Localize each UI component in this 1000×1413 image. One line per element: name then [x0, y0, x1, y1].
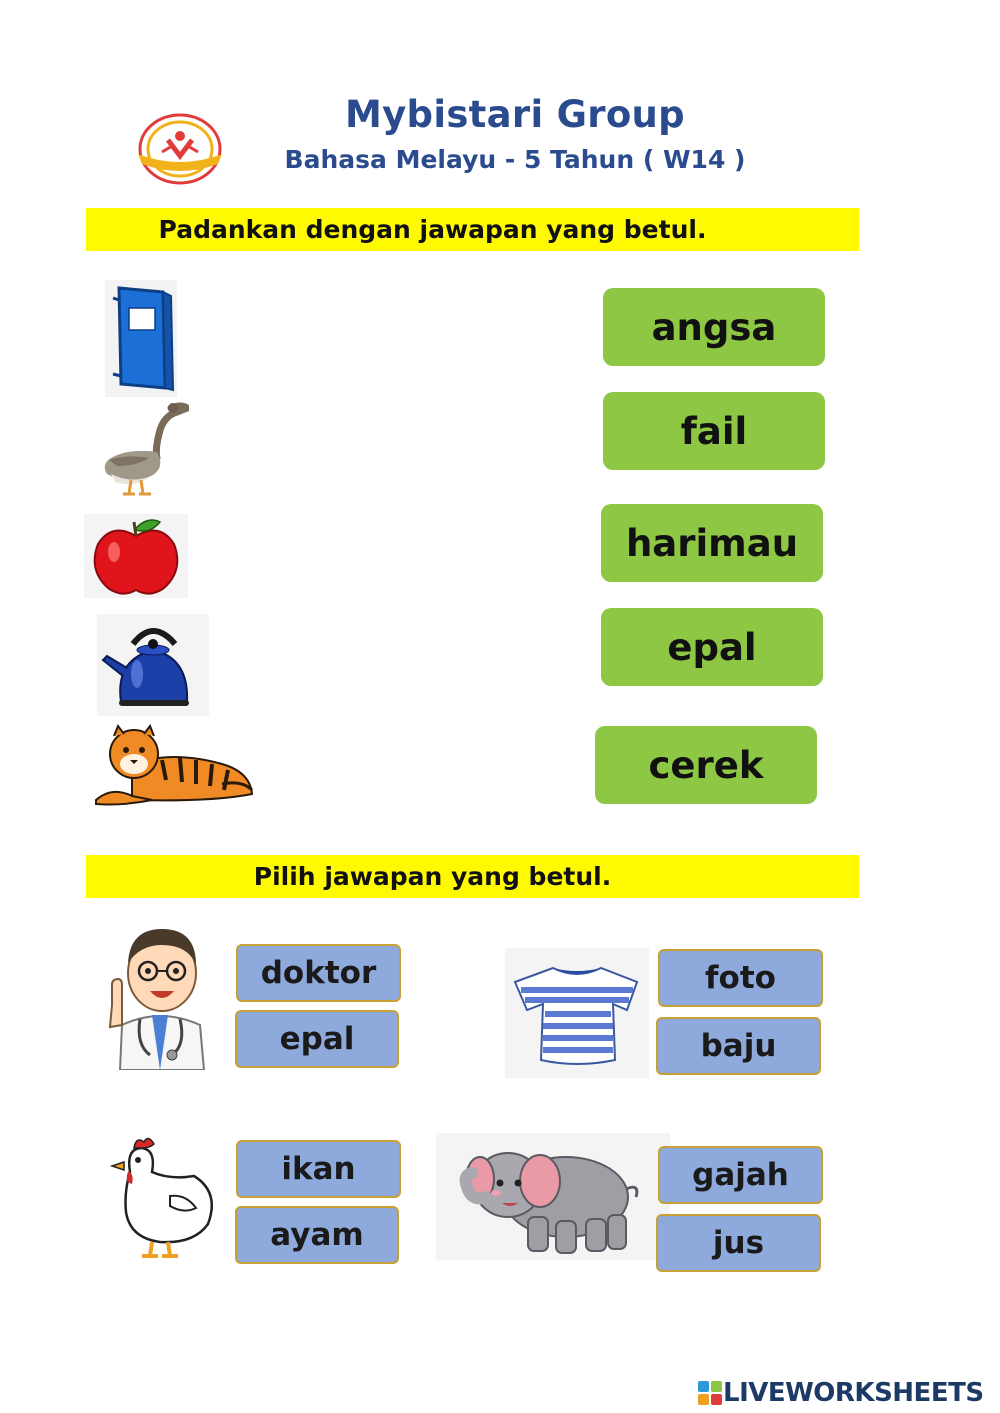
page-title: Mybistari Group — [345, 93, 685, 136]
mybistari-logo — [134, 110, 226, 188]
instruction-text: Pilih jawapan yang betul. — [253, 862, 612, 891]
option-epal[interactable]: epal — [235, 1010, 399, 1068]
option-doktor[interactable]: doktor — [236, 944, 401, 1002]
match-word-epal[interactable]: epal — [601, 608, 823, 686]
option-ikan[interactable]: ikan — [236, 1140, 401, 1198]
match-word-angsa[interactable]: angsa — [603, 288, 825, 366]
instruction-bar-choice — [86, 855, 859, 898]
hen-icon — [100, 1132, 225, 1260]
shirt-icon — [505, 948, 649, 1078]
option-ayam[interactable]: ayam — [235, 1206, 399, 1264]
liveworksheets-text: LIVEWORKSHEETS — [723, 1378, 984, 1408]
kettle-icon — [97, 614, 209, 716]
instruction-bar-matching — [86, 208, 859, 251]
option-jus[interactable]: jus — [656, 1214, 821, 1272]
page-subtitle: Bahasa Melayu - 5 Tahun ( W14 ) — [284, 145, 746, 174]
match-word-cerek[interactable]: cerek — [595, 726, 817, 804]
option-gajah[interactable]: gajah — [658, 1146, 823, 1204]
tiger-icon — [92, 720, 254, 806]
liveworksheets-logo-icon — [697, 1380, 723, 1406]
apple-icon — [84, 514, 188, 598]
folder-icon — [105, 280, 177, 397]
option-baju[interactable]: baju — [656, 1017, 821, 1075]
instruction-text: Padankan dengan jawapan yang betul. — [158, 215, 707, 244]
match-word-fail[interactable]: fail — [603, 392, 825, 470]
match-word-harimau[interactable]: harimau — [601, 504, 823, 582]
goose-icon — [97, 400, 189, 498]
option-foto[interactable]: foto — [658, 949, 823, 1007]
elephant-icon — [436, 1133, 670, 1260]
liveworksheets-brand — [697, 1375, 997, 1411]
doctor-icon — [100, 915, 220, 1070]
